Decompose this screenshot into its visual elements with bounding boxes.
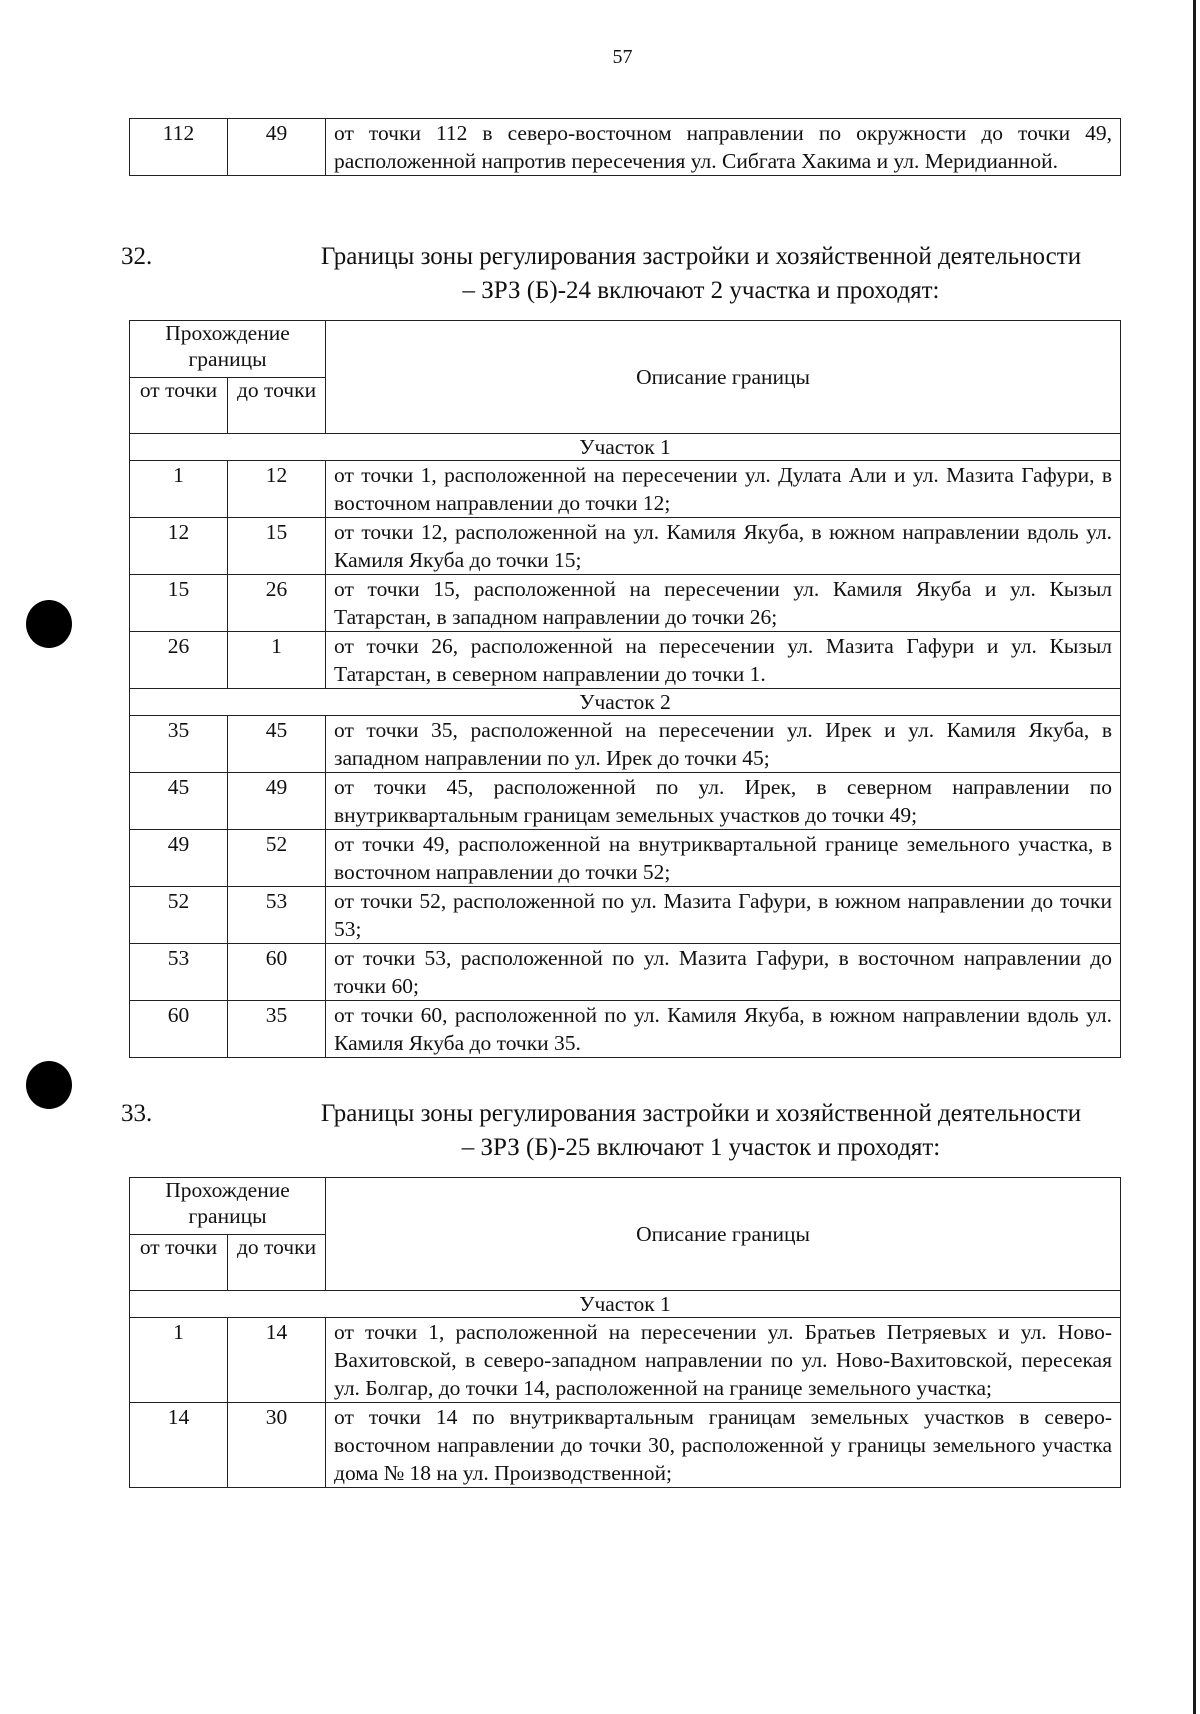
table-row (130, 1001, 1121, 1058)
table-row (130, 716, 1121, 773)
to-point: 49 (228, 119, 326, 176)
boundary-description: от точки 1, расположенной на пересечении ул. Дулата Али и ул. Мазита Гафури, в восточном направлении до точки 12; (326, 461, 1121, 518)
from-point: 60 (130, 1001, 228, 1058)
table-row (130, 1318, 1121, 1403)
boundary-description: от точки 12, расположенной на ул. Камиля Якуба, в южном направлении вдоль ул. Камиля Якуба до точки 15; (326, 518, 1121, 575)
page-edge-line (1193, 0, 1196, 1714)
to-point: 14 (228, 1318, 326, 1403)
table-row (130, 830, 1121, 887)
from-point: 35 (130, 716, 228, 773)
description-header: Описание границы (326, 321, 1121, 434)
table-row (130, 887, 1121, 944)
plot-row (130, 689, 1121, 716)
from-point: 49 (130, 830, 228, 887)
continuation-table (129, 118, 1121, 176)
from-point: 45 (130, 773, 228, 830)
table-row (130, 773, 1121, 830)
to-point: 12 (228, 461, 326, 518)
boundary-description: от точки 26, расположенной на пересечении ул. Мазита Гафури и ул. Кызыл Татарстан, в северном направлении до точки 1. (326, 632, 1121, 689)
from-header: от точки (130, 378, 228, 434)
boundary-description: от точки 15, расположенной на пересечении ул. Камиля Якуба и ул. Кызыл Татарстан, в западном направлении до точки 26; (326, 575, 1121, 632)
to-point: 15 (228, 518, 326, 575)
from-point: 26 (130, 632, 228, 689)
table-header-row (130, 1178, 1121, 1235)
plot-row (130, 1291, 1121, 1318)
to-point: 53 (228, 887, 326, 944)
section-32-table (129, 320, 1121, 1058)
boundary-description: от точки 112 в северо-восточном направлении по окружности до точки 49, расположенной напротив пересечения ул. Сибгата Хакима и ул. Меридианной. (326, 119, 1121, 176)
table-header-row (130, 321, 1121, 378)
to-point: 45 (228, 716, 326, 773)
plot-label: Участок 1 (130, 1291, 1121, 1318)
plot-label: Участок 1 (130, 434, 1121, 461)
boundary-description: от точки 60, расположенной по ул. Камиля Якуба, в южном направлении вдоль ул. Камиля Якуба до точки 35. (326, 1001, 1121, 1058)
from-point: 1 (130, 1318, 228, 1403)
punch-hole (26, 600, 72, 648)
passage-header: Прохождение границы (130, 321, 326, 378)
section-title-line: – ЗРЗ (Б)-25 включают 1 участок и проходят: (461, 1134, 941, 1161)
section-title (271, 240, 1131, 308)
to-point: 49 (228, 773, 326, 830)
to-point: 35 (228, 1001, 326, 1058)
table-row (130, 1403, 1121, 1488)
section-title (271, 1097, 1131, 1165)
to-point: 26 (228, 575, 326, 632)
from-point: 15 (130, 575, 228, 632)
table-row (130, 632, 1121, 689)
punch-hole (26, 1061, 72, 1109)
section-title-line: Границы зоны регулирования застройки и хозяйственной деятельности (320, 1100, 1082, 1127)
from-header: от точки (130, 1235, 228, 1291)
to-point: 30 (228, 1403, 326, 1488)
table-row (130, 518, 1121, 575)
boundary-description: от точки 49, расположенной на внутриквартальной границе земельного участка, в восточном направлении до точки 52; (326, 830, 1121, 887)
section-title-line: Границы зоны регулирования застройки и хозяйственной деятельности (320, 243, 1082, 270)
description-header: Описание границы (326, 1178, 1121, 1291)
table-row (130, 461, 1121, 518)
table-row (130, 944, 1121, 1001)
to-header: до точки (228, 1235, 326, 1291)
to-header: до точки (228, 378, 326, 434)
boundary-description: от точки 52, расположенной по ул. Мазита Гафури, в южном направлении до точки 53; (326, 887, 1121, 944)
section-number: 33. (121, 1100, 153, 1127)
page-number: 57 (612, 46, 633, 68)
from-point: 1 (130, 461, 228, 518)
boundary-description: от точки 53, расположенной по ул. Мазита Гафури, в восточном направлении до точки 60; (326, 944, 1121, 1001)
table-row (130, 119, 1121, 176)
section-number: 32. (121, 243, 153, 270)
boundary-description: от точки 35, расположенной на пересечении ул. Ирек и ул. Камиля Якуба, в западном направлении по ул. Ирек до точки 45; (326, 716, 1121, 773)
section-title-line: – ЗРЗ (Б)-24 включают 2 участка и проходят: (462, 277, 940, 304)
from-point: 12 (130, 518, 228, 575)
from-point: 14 (130, 1403, 228, 1488)
from-point: 112 (130, 119, 228, 176)
to-point: 1 (228, 632, 326, 689)
from-point: 53 (130, 944, 228, 1001)
to-point: 60 (228, 944, 326, 1001)
boundary-description: от точки 45, расположенной по ул. Ирек, в северном направлении по внутриквартальным границам земельных участков до точки 49; (326, 773, 1121, 830)
boundary-description: от точки 14 по внутриквартальным границам земельных участков в северо-восточном направлении до точки 30, расположенной у границы земельного участка дома № 18 на ул. Производственной; (326, 1403, 1121, 1488)
boundary-description: от точки 1, расположенной на пересечении ул. Братьев Петряевых и ул. Ново-Вахитовской, в северо-западном направлении по ул. Ново-Вахитовской, пересекая ул. Болгар, до точки 14, расположенной на границе земельного участка; (326, 1318, 1121, 1403)
plot-label: Участок 2 (130, 689, 1121, 716)
passage-header: Прохождение границы (130, 1178, 326, 1235)
from-point: 52 (130, 887, 228, 944)
plot-row (130, 434, 1121, 461)
section-33-table (129, 1177, 1121, 1488)
to-point: 52 (228, 830, 326, 887)
table-row (130, 575, 1121, 632)
